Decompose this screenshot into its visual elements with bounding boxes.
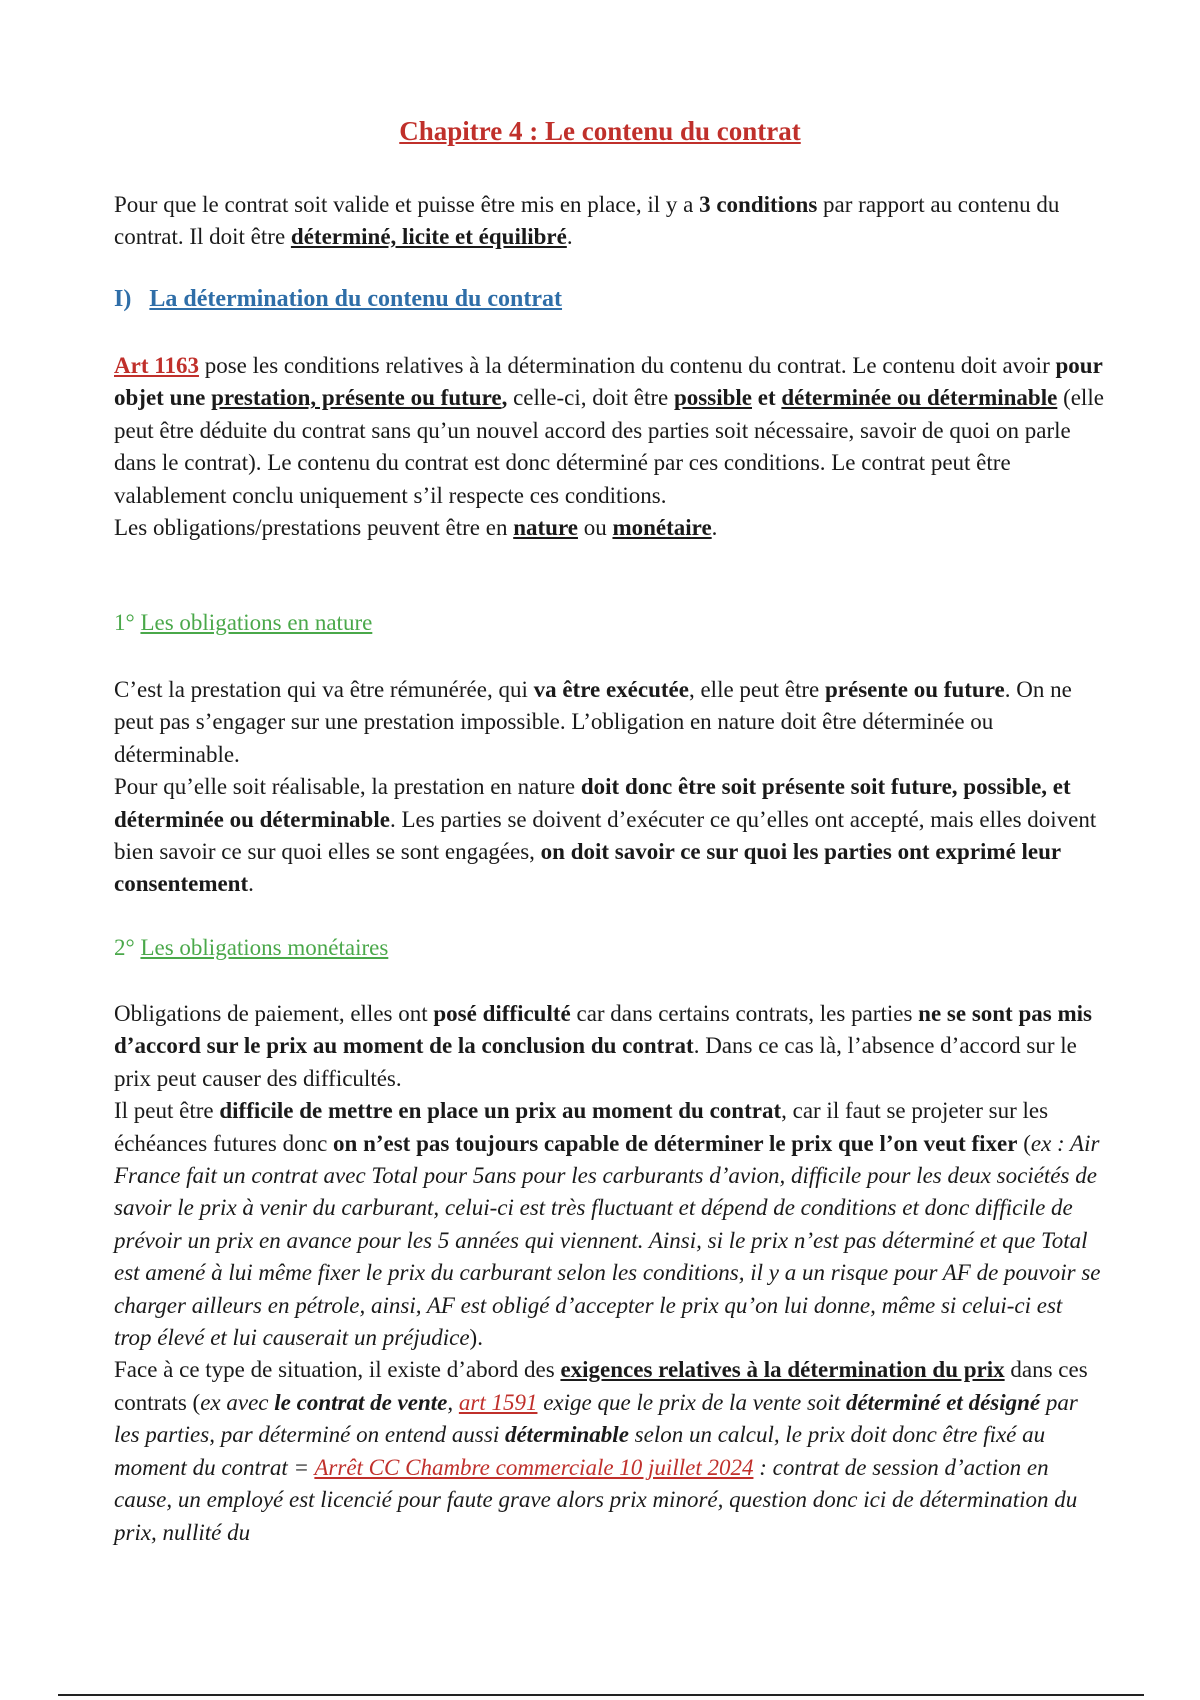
paragraph-emphasis: on doit savoir ce sur quoi les parties ont exprimé leur consentement	[114, 839, 1061, 897]
paragraph-text: , elle peut être	[688, 677, 825, 702]
monetaire-paragraph	[114, 998, 1104, 1549]
paragraph-text: Pour qu’elle soit réalisable, la prestation en nature	[114, 774, 581, 800]
subsection-heading-1	[114, 610, 372, 636]
section-number: I)	[114, 286, 132, 312]
paragraph-emphasis: va être exécutée	[533, 677, 689, 702]
example-text: : contrat de session d’action en cause, un employé est licencié pour faute grave alors prix minoré, question donc ici de détermination du prix, nullité du	[114, 1454, 1078, 1545]
intro-emphasis: déterminé, licite et équilibré	[290, 224, 567, 250]
article-reference: art 1591	[458, 1389, 538, 1415]
article-reference: Art 1163	[114, 353, 199, 378]
paragraph-text: car dans certains contrats, les parties	[570, 1001, 919, 1026]
paragraph-text: Obligations de paiement, elles ont	[114, 1001, 434, 1026]
paragraph-emphasis: prestation, présente ou future	[211, 385, 502, 411]
subsection-label: Les obligations en nature	[140, 610, 373, 635]
subsection-number: 1°	[114, 610, 135, 635]
subsection-label: Les obligations monétaires	[140, 935, 389, 960]
paragraph-text: , car il faut se projeter sur les échéances futures donc	[114, 1098, 1049, 1156]
intro-text: par rapport au contenu du contrat. Il doit être	[114, 192, 1060, 250]
paragraph-text: (elle peut être déduite du contrat sans qu’un nouvel accord des parties soit nécessaire, savoir de quoi on parle dans le contrat). Le contenu du contrat est donc déterminé par ces conditions. Le contrat peut être valablement conclu uniquement s’il respecte ces conditions.	[114, 385, 1104, 508]
intro-paragraph	[114, 189, 1104, 254]
paragraph-emphasis: nature	[513, 515, 578, 541]
example-text: ex avec	[200, 1389, 275, 1415]
example-text: par les parties, par déterminé on entend aussi	[114, 1389, 1078, 1448]
paragraph-emphasis: doit donc être soit présente soit future, possible, et déterminée ou déterminable	[114, 774, 1071, 832]
paragraph-text: ).	[469, 1325, 483, 1351]
paragraph-text: . Les parties se doivent d’exécuter ce qu’elles ont accepté, mais elles doivent bien savoir ce sur quoi elles se sont engagées,	[114, 806, 1097, 865]
paragraph-emphasis: pour objet une	[114, 353, 1103, 411]
nature-paragraph	[114, 674, 1104, 901]
paragraph-text: . Dans ce cas là, l’absence d’accord sur le prix peut causer des difficultés.	[114, 1033, 1077, 1091]
paragraph-text: Les obligations/prestations peuvent être en	[114, 515, 514, 541]
example-text: exige que le prix de la vente soit	[537, 1389, 846, 1415]
subsection-heading-2	[114, 935, 388, 961]
paragraph-emphasis: ne se sont pas mis d’accord sur le prix au moment de la conclusion du contrat	[114, 1001, 1092, 1059]
paragraph-text: pose les conditions relatives à la détermination du contenu du contrat. Le contenu doit avoir	[198, 353, 1056, 378]
paragraph-emphasis: difficile de mettre en place un prix au moment du contrat	[219, 1098, 782, 1124]
section-heading-1	[114, 286, 562, 313]
art1163-paragraph	[114, 350, 1104, 544]
paragraph-text: Face à ce type de situation, il existe d’abord des	[114, 1357, 561, 1383]
intro-text: Pour que le contrat soit valide et puisse être mis en place, il y a	[114, 192, 700, 217]
intro-emphasis: 3 conditions	[699, 192, 818, 217]
paragraph-text: Il peut être	[114, 1098, 220, 1124]
paragraph-emphasis: on n’est pas toujours capable de déterminer le prix que l’on veut fixer	[333, 1130, 1018, 1156]
paragraph-emphasis: déterminée ou déterminable	[781, 385, 1058, 411]
example-emphasis: déterminable	[504, 1422, 629, 1448]
example-text: ,	[447, 1389, 459, 1415]
paragraph-text: . On ne peut pas s’engager sur une prestation impossible. L’obligation en nature doit être déterminée ou déterminable.	[114, 677, 1072, 767]
paragraph-emphasis: possible	[674, 385, 752, 411]
example-emphasis: le contrat de vente	[274, 1389, 448, 1415]
example-text: selon un calcul, le prix doit donc être fixé au moment du contrat =	[114, 1422, 1046, 1480]
chapter-title: Chapitre 4 : Le contenu du contrat	[399, 116, 801, 146]
intro-text: .	[566, 224, 573, 250]
paragraph-emphasis: monétaire	[612, 515, 712, 541]
subsection-number: 2°	[114, 935, 135, 960]
paragraph-text: (	[1017, 1130, 1031, 1156]
paragraph-emphasis: posé difficulté	[433, 1001, 571, 1026]
paragraph-text: dans ces contrats (	[114, 1357, 1088, 1415]
example-text: ex : Air France fait un contrat avec Total pour 5ans pour les carburants d’avion, difficile pour les deux sociétés de savoir le prix à venir du carburant, celui-ci est très fluctuant et dépend de conditions et donc difficile de prévoir un prix en avance pour les 5 années qui viennent. Ainsi, si le prix n’est pas déterminé et que Total est amené à lui même fixer le prix du carburant selon les conditions, il y a un risque pour AF de pouvoir se charger ailleurs en pétrole, ainsi, AF est obligé d’accepter le prix qu’on lui donne, même si celui-ci est trop élevé et lui causerait un préjudice	[114, 1130, 1101, 1351]
paragraph-emphasis: exigences relatives à la détermination du prix	[560, 1357, 1005, 1383]
paragraph-emphasis: et	[752, 385, 782, 411]
page-bottom-rule	[58, 1694, 1144, 1696]
example-emphasis: déterminé et désigné	[845, 1389, 1041, 1415]
section-label: La détermination du contenu du contrat	[149, 286, 563, 312]
paragraph-text: .	[248, 871, 254, 897]
paragraph-text: C’est la prestation qui va être rémunérée, qui	[114, 677, 534, 702]
paragraph-text: celle-ci, doit être	[507, 385, 675, 411]
paragraph-text: .	[711, 515, 718, 541]
paragraph-emphasis: présente ou future	[824, 677, 1005, 702]
case-law-reference: Arrêt CC Chambre commerciale 10 juillet 2024	[314, 1454, 754, 1480]
paragraph-emphasis: ,	[501, 385, 508, 411]
paragraph-text: ou	[577, 515, 613, 541]
